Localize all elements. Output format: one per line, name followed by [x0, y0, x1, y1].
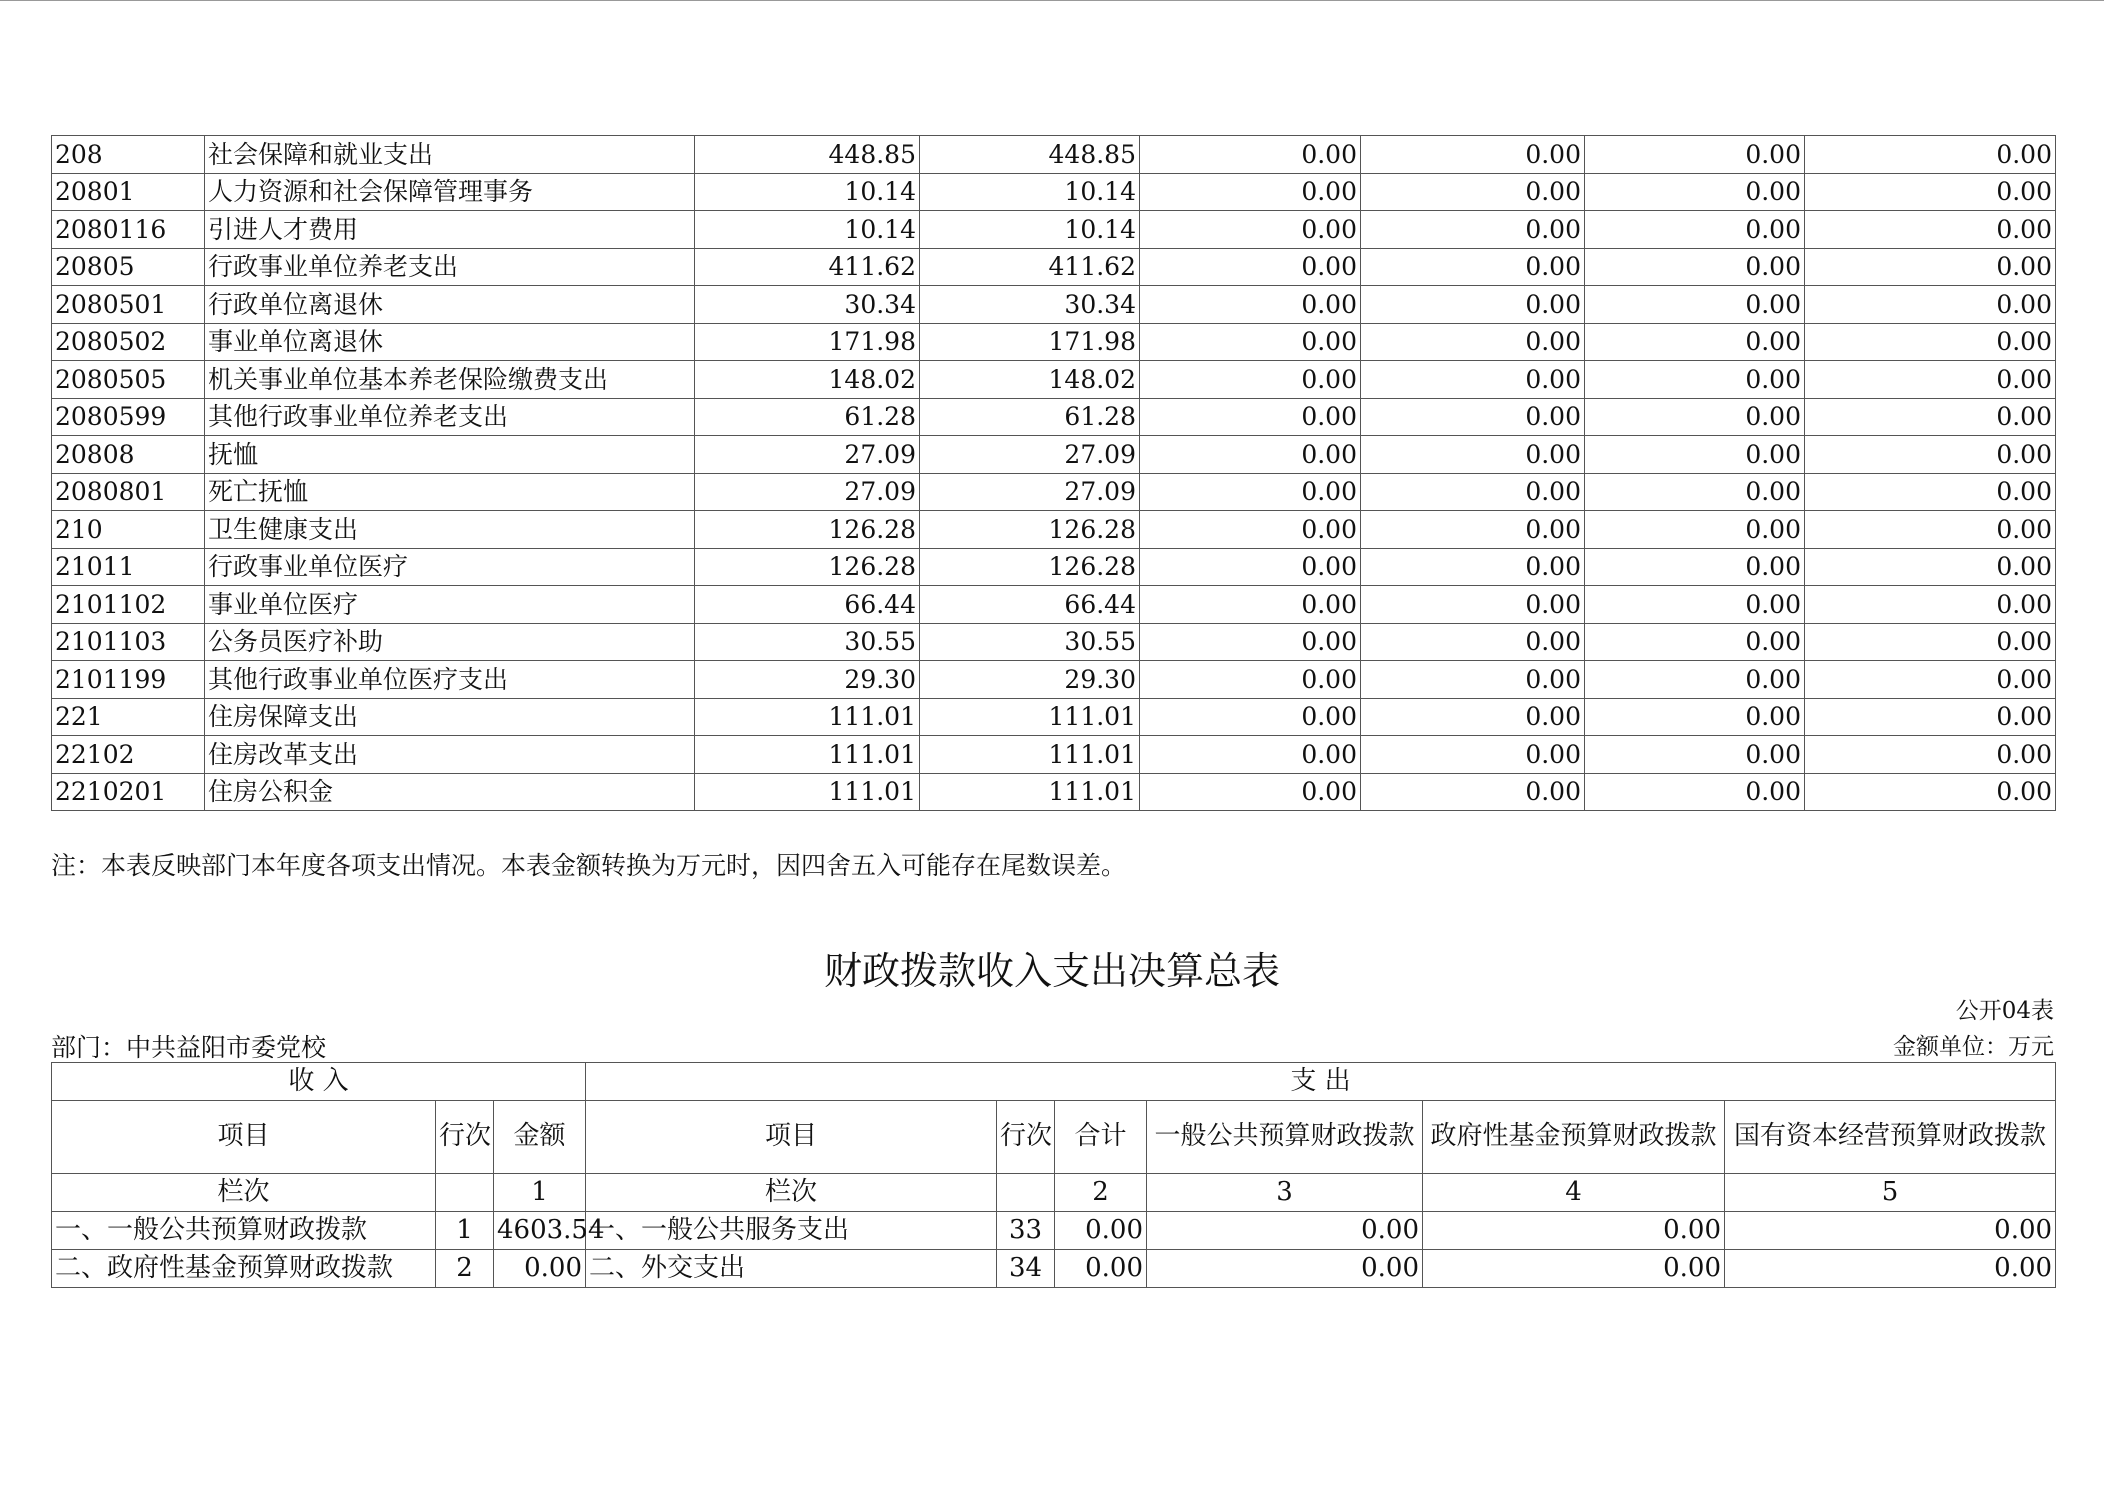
amount-cell: 66.44 — [920, 586, 1140, 624]
amount-cell: 0.00 — [1585, 436, 1805, 474]
income-amount-cell: 0.00 — [494, 1250, 586, 1288]
subject-name-cell: 事业单位医疗 — [205, 586, 695, 624]
income-item-cell: 二、政府性基金预算财政拨款 — [52, 1250, 436, 1288]
amount-cell: 126.28 — [920, 511, 1140, 549]
amount-cell: 0.00 — [1361, 511, 1585, 549]
summary-table-body — [52, 1063, 2056, 1288]
amount-cell: 0.00 — [1361, 698, 1585, 736]
general-budget-cell: 0.00 — [1147, 1212, 1423, 1250]
expense-line-cell: 34 — [997, 1250, 1055, 1288]
amount-cell: 30.34 — [695, 286, 920, 324]
subject-code-cell: 2101103 — [52, 623, 205, 661]
fund-budget-cell: 0.00 — [1423, 1212, 1725, 1250]
table-row — [52, 248, 2056, 286]
subject-name-cell: 住房改革支出 — [205, 736, 695, 774]
page-top-border — [0, 0, 2104, 1]
subject-code-cell: 2080801 — [52, 473, 205, 511]
amount-unit-label: 金额单位：万元 — [1893, 1034, 2054, 1060]
amount-cell: 411.62 — [920, 248, 1140, 286]
income-item-header: 项目 — [52, 1101, 436, 1174]
amount-cell: 0.00 — [1140, 211, 1361, 249]
amount-cell: 0.00 — [1361, 398, 1585, 436]
amount-cell: 148.02 — [920, 361, 1140, 399]
amount-cell: 0.00 — [1805, 698, 2056, 736]
subject-code-cell: 20801 — [52, 173, 205, 211]
table-row — [52, 511, 2056, 549]
amount-cell: 0.00 — [1805, 586, 2056, 624]
income-amount-index: 1 — [494, 1174, 586, 1212]
amount-cell: 0.00 — [1361, 661, 1585, 699]
state-capital-index: 5 — [1725, 1174, 2056, 1212]
amount-cell: 0.00 — [1140, 173, 1361, 211]
total-cell: 0.00 — [1055, 1250, 1147, 1288]
amount-cell: 0.00 — [1361, 736, 1585, 774]
amount-cell: 61.28 — [920, 398, 1140, 436]
table-row — [52, 323, 2056, 361]
subject-code-cell: 2080505 — [52, 361, 205, 399]
summary-index-row — [52, 1174, 2056, 1212]
amount-cell: 0.00 — [1361, 136, 1585, 174]
amount-cell: 0.00 — [1140, 473, 1361, 511]
summary-column-header-row — [52, 1101, 2056, 1174]
amount-cell: 0.00 — [1361, 211, 1585, 249]
amount-cell: 0.00 — [1361, 173, 1585, 211]
page-title: 财政拨款收入支出决算总表 — [823, 949, 1280, 993]
general-budget-cell: 0.00 — [1147, 1250, 1423, 1288]
subject-name-cell: 其他行政事业单位医疗支出 — [205, 661, 695, 699]
income-line-cell: 2 — [436, 1250, 494, 1288]
table-note: 注：本表反映部门本年度各项支出情况。本表金额转换为万元时，因四舍五入可能存在尾数误差。 — [51, 851, 1127, 880]
amount-cell: 66.44 — [695, 586, 920, 624]
total-index: 2 — [1055, 1174, 1147, 1212]
amount-cell: 0.00 — [1585, 661, 1805, 699]
subject-code-cell: 2101102 — [52, 586, 205, 624]
amount-cell: 0.00 — [1585, 173, 1805, 211]
subject-code-cell: 2080116 — [52, 211, 205, 249]
general-budget-header: 一般公共预算财政拨款 — [1147, 1101, 1423, 1174]
amount-cell: 111.01 — [695, 698, 920, 736]
expense-item-cell: 二、外交支出 — [586, 1250, 997, 1288]
amount-cell: 10.14 — [920, 173, 1140, 211]
table-row — [52, 736, 2056, 774]
amount-cell: 0.00 — [1585, 698, 1805, 736]
expense-index-label: 栏次 — [586, 1174, 997, 1212]
amount-cell: 148.02 — [695, 361, 920, 399]
subject-name-cell: 死亡抚恤 — [205, 473, 695, 511]
amount-cell: 0.00 — [1805, 286, 2056, 324]
table-row — [52, 698, 2056, 736]
table-row — [52, 1212, 2056, 1250]
summary-group-header-row — [52, 1063, 2056, 1101]
amount-cell: 0.00 — [1140, 773, 1361, 811]
amount-cell: 0.00 — [1361, 773, 1585, 811]
amount-cell: 0.00 — [1805, 398, 2056, 436]
amount-cell: 0.00 — [1361, 248, 1585, 286]
subject-code-cell: 20808 — [52, 436, 205, 474]
amount-cell: 27.09 — [695, 436, 920, 474]
department-label: 部门：中共益阳市委党校 — [51, 1033, 327, 1062]
state-capital-header: 国有资本经营预算财政拨款 — [1725, 1101, 2056, 1174]
expense-detail-table — [51, 135, 2056, 811]
amount-cell: 27.09 — [920, 473, 1140, 511]
subject-name-cell: 住房公积金 — [205, 773, 695, 811]
form-number: 公开04表 — [1955, 998, 2054, 1024]
amount-cell: 0.00 — [1585, 286, 1805, 324]
amount-cell: 30.34 — [920, 286, 1140, 324]
table-row — [52, 436, 2056, 474]
subject-code-cell: 21011 — [52, 548, 205, 586]
amount-cell: 10.14 — [920, 211, 1140, 249]
subject-code-cell: 2080501 — [52, 286, 205, 324]
subject-name-cell: 其他行政事业单位养老支出 — [205, 398, 695, 436]
amount-cell: 0.00 — [1140, 623, 1361, 661]
amount-cell: 0.00 — [1140, 736, 1361, 774]
amount-cell: 126.28 — [695, 511, 920, 549]
subject-code-cell: 210 — [52, 511, 205, 549]
subject-code-cell: 20805 — [52, 248, 205, 286]
amount-cell: 171.98 — [920, 323, 1140, 361]
amount-cell: 0.00 — [1361, 586, 1585, 624]
amount-cell: 0.00 — [1585, 211, 1805, 249]
amount-cell: 0.00 — [1585, 398, 1805, 436]
amount-cell: 30.55 — [695, 623, 920, 661]
amount-cell: 0.00 — [1140, 661, 1361, 699]
subject-code-cell: 208 — [52, 136, 205, 174]
amount-cell: 0.00 — [1585, 586, 1805, 624]
income-index-label: 栏次 — [52, 1174, 436, 1212]
subject-name-cell: 行政事业单位医疗 — [205, 548, 695, 586]
amount-cell: 0.00 — [1140, 436, 1361, 474]
amount-cell: 10.14 — [695, 211, 920, 249]
subject-name-cell: 行政事业单位养老支出 — [205, 248, 695, 286]
amount-cell: 0.00 — [1805, 173, 2056, 211]
amount-cell: 0.00 — [1361, 473, 1585, 511]
table-row — [52, 623, 2056, 661]
table-row — [52, 473, 2056, 511]
amount-cell: 0.00 — [1140, 136, 1361, 174]
income-line-header: 行次 — [436, 1101, 494, 1174]
income-header: 收 入 — [52, 1063, 586, 1101]
amount-cell: 0.00 — [1805, 361, 2056, 399]
amount-cell: 0.00 — [1361, 548, 1585, 586]
amount-cell: 126.28 — [695, 548, 920, 586]
table-row — [52, 773, 2056, 811]
table-row — [52, 398, 2056, 436]
table-row — [52, 661, 2056, 699]
amount-cell: 0.00 — [1585, 248, 1805, 286]
subject-name-cell: 公务员医疗补助 — [205, 623, 695, 661]
table-row — [52, 586, 2056, 624]
amount-cell: 0.00 — [1585, 548, 1805, 586]
amount-cell: 0.00 — [1140, 286, 1361, 324]
amount-cell: 0.00 — [1805, 548, 2056, 586]
amount-cell: 0.00 — [1361, 361, 1585, 399]
amount-cell: 0.00 — [1805, 661, 2056, 699]
subject-code-cell: 2101199 — [52, 661, 205, 699]
table-row — [52, 286, 2056, 324]
amount-cell: 10.14 — [695, 173, 920, 211]
amount-cell: 0.00 — [1140, 248, 1361, 286]
amount-cell: 0.00 — [1140, 323, 1361, 361]
amount-cell: 30.55 — [920, 623, 1140, 661]
amount-cell: 0.00 — [1585, 736, 1805, 774]
expense-item-header: 项目 — [586, 1101, 997, 1174]
subject-code-cell: 2210201 — [52, 773, 205, 811]
amount-cell: 411.62 — [695, 248, 920, 286]
amount-cell: 111.01 — [920, 698, 1140, 736]
subject-name-cell: 事业单位离退休 — [205, 323, 695, 361]
amount-cell: 0.00 — [1585, 773, 1805, 811]
amount-cell: 0.00 — [1361, 286, 1585, 324]
summary-table — [51, 1062, 2056, 1288]
amount-cell: 0.00 — [1361, 436, 1585, 474]
total-header: 合计 — [1055, 1101, 1147, 1174]
subject-code-cell: 2080502 — [52, 323, 205, 361]
amount-cell: 0.00 — [1140, 361, 1361, 399]
subject-name-cell: 卫生健康支出 — [205, 511, 695, 549]
income-line-cell: 1 — [436, 1212, 494, 1250]
subject-name-cell: 引进人才费用 — [205, 211, 695, 249]
amount-cell: 0.00 — [1361, 323, 1585, 361]
subject-name-cell: 人力资源和社会保障管理事务 — [205, 173, 695, 211]
amount-cell: 29.30 — [920, 661, 1140, 699]
amount-cell: 0.00 — [1140, 548, 1361, 586]
expense-header: 支 出 — [586, 1063, 2056, 1101]
income-item-cell: 一、一般公共预算财政拨款 — [52, 1212, 436, 1250]
amount-cell: 448.85 — [920, 136, 1140, 174]
amount-cell: 111.01 — [920, 773, 1140, 811]
fund-index: 4 — [1423, 1174, 1725, 1212]
subject-name-cell: 机关事业单位基本养老保险缴费支出 — [205, 361, 695, 399]
amount-cell: 0.00 — [1140, 398, 1361, 436]
amount-cell: 0.00 — [1805, 623, 2056, 661]
amount-cell: 0.00 — [1805, 211, 2056, 249]
amount-cell: 0.00 — [1585, 511, 1805, 549]
income-line-index — [436, 1174, 494, 1212]
state-capital-cell: 0.00 — [1725, 1250, 2056, 1288]
amount-cell: 126.28 — [920, 548, 1140, 586]
amount-cell: 448.85 — [695, 136, 920, 174]
general-index: 3 — [1147, 1174, 1423, 1212]
amount-cell: 111.01 — [920, 736, 1140, 774]
expense-line-header: 行次 — [997, 1101, 1055, 1174]
amount-cell: 61.28 — [695, 398, 920, 436]
income-amount-header: 金额 — [494, 1101, 586, 1174]
amount-cell: 171.98 — [695, 323, 920, 361]
amount-cell: 0.00 — [1361, 623, 1585, 661]
amount-cell: 0.00 — [1805, 736, 2056, 774]
fund-budget-header: 政府性基金预算财政拨款 — [1423, 1101, 1725, 1174]
table-row — [52, 361, 2056, 399]
amount-cell: 0.00 — [1805, 436, 2056, 474]
amount-cell: 0.00 — [1805, 511, 2056, 549]
state-capital-cell: 0.00 — [1725, 1212, 2056, 1250]
subject-code-cell: 221 — [52, 698, 205, 736]
subject-name-cell: 社会保障和就业支出 — [205, 136, 695, 174]
amount-cell: 0.00 — [1805, 473, 2056, 511]
amount-cell: 0.00 — [1585, 323, 1805, 361]
amount-cell: 0.00 — [1140, 511, 1361, 549]
amount-cell: 0.00 — [1140, 698, 1361, 736]
amount-cell: 0.00 — [1585, 473, 1805, 511]
table-row — [52, 1250, 2056, 1288]
fund-budget-cell: 0.00 — [1423, 1250, 1725, 1288]
amount-cell: 111.01 — [695, 736, 920, 774]
subject-name-cell: 住房保障支出 — [205, 698, 695, 736]
amount-cell: 0.00 — [1805, 136, 2056, 174]
subject-code-cell: 2080599 — [52, 398, 205, 436]
expense-item-cell: 一、一般公共服务支出 — [586, 1212, 997, 1250]
amount-cell: 0.00 — [1805, 248, 2056, 286]
table-row — [52, 136, 2056, 174]
amount-cell: 29.30 — [695, 661, 920, 699]
subject-code-cell: 22102 — [52, 736, 205, 774]
income-amount-cell: 4603.54 — [494, 1212, 586, 1250]
table-row — [52, 548, 2056, 586]
amount-cell: 111.01 — [695, 773, 920, 811]
amount-cell: 0.00 — [1585, 361, 1805, 399]
expense-table-body — [52, 136, 2056, 811]
expense-line-index — [997, 1174, 1055, 1212]
amount-cell: 27.09 — [920, 436, 1140, 474]
amount-cell: 0.00 — [1140, 586, 1361, 624]
amount-cell: 0.00 — [1585, 136, 1805, 174]
table-row — [52, 211, 2056, 249]
amount-cell: 0.00 — [1805, 773, 2056, 811]
subject-name-cell: 抚恤 — [205, 436, 695, 474]
total-cell: 0.00 — [1055, 1212, 1147, 1250]
amount-cell: 0.00 — [1585, 623, 1805, 661]
amount-cell: 0.00 — [1805, 323, 2056, 361]
subject-name-cell: 行政单位离退休 — [205, 286, 695, 324]
amount-cell: 27.09 — [695, 473, 920, 511]
table-row — [52, 173, 2056, 211]
expense-line-cell: 33 — [997, 1212, 1055, 1250]
